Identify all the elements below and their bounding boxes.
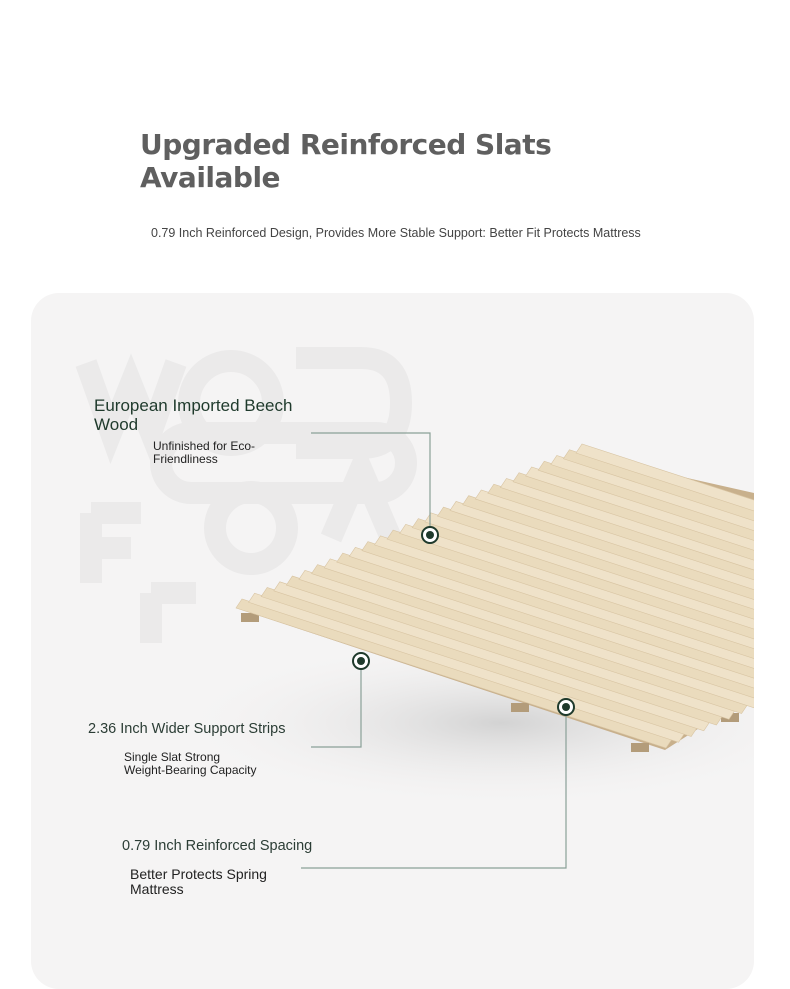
callout-strips-desc: Single Slat Strong Weight-Bearing Capacity: [124, 750, 257, 777]
callout-spacing-desc: Better Protects Spring Mattress: [130, 866, 267, 897]
slat-leg: [631, 743, 649, 752]
product-card: [31, 293, 754, 989]
slat-leg: [511, 703, 529, 712]
callout-spacing-title: 0.79 Inch Reinforced Spacing: [122, 838, 313, 854]
callout-beech-desc: Unfinished for Eco-Friendliness: [153, 439, 256, 466]
marker-dot: [353, 653, 369, 669]
marker-dot: [558, 699, 574, 715]
page-subtitle: 0.79 Inch Reinforced Design, Provides More Stable Support: Better Fit Protects Mattress: [151, 226, 641, 240]
callout-beech-title: European Imported Beech Wood: [94, 396, 293, 434]
marker-dot: [422, 527, 438, 543]
callout-strips-title: 2.36 Inch Wider Support Strips: [88, 721, 286, 737]
page-title: Upgraded Reinforced Slats Available: [140, 128, 552, 194]
